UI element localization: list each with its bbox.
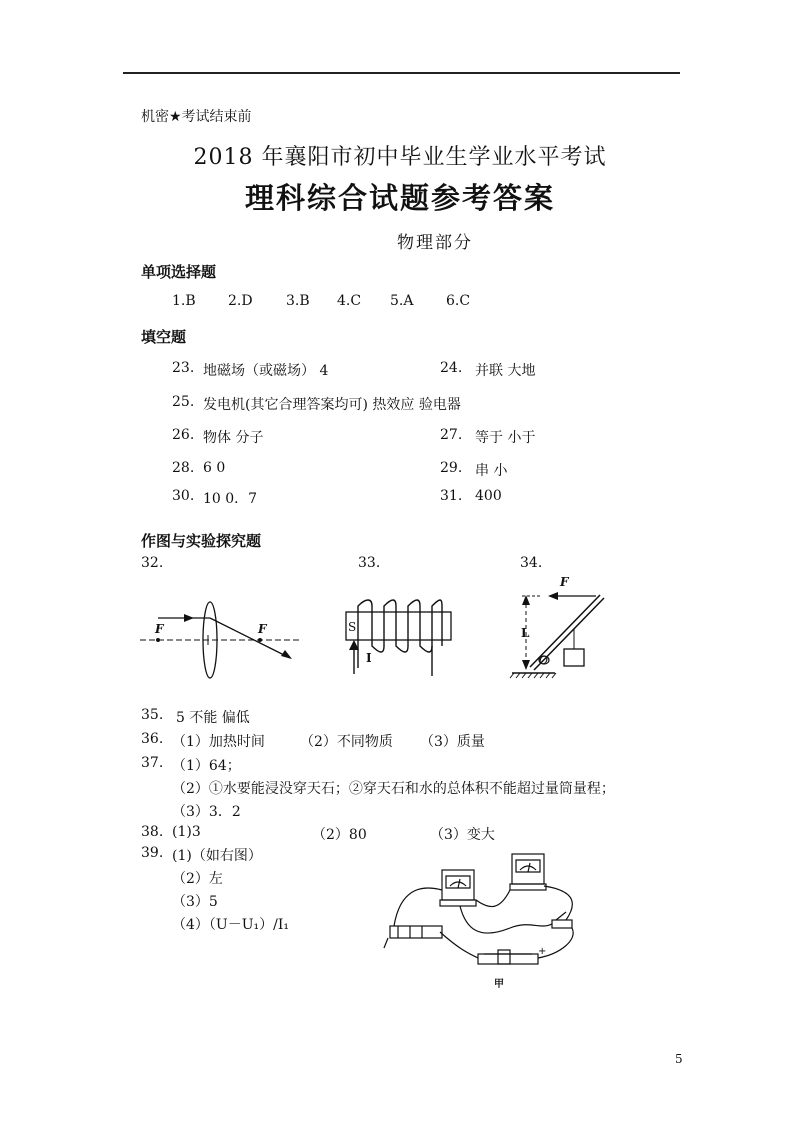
single-choice-heading: 单项选择题: [141, 263, 217, 281]
current-label: I: [366, 651, 372, 665]
fill-answer: 等于 小于: [475, 430, 536, 446]
choice-answer: 4.C: [337, 293, 362, 309]
fill-num: 27.: [440, 427, 463, 443]
answer-key-title: 理科综合试题参考答案: [244, 181, 555, 215]
figure-number: 32.: [141, 555, 164, 571]
q38-part: （3）变大: [430, 827, 495, 843]
choice-answer: 6.C: [446, 293, 471, 309]
subject-subtitle: 物理部分: [397, 233, 473, 253]
force-label: F: [560, 575, 569, 589]
fill-in-heading: 填空题: [141, 328, 187, 346]
fill-answer: 地磁场（或磁场） 4: [203, 363, 329, 379]
focus-label: F: [258, 622, 267, 636]
experiment-heading: 作图与实验探究题: [141, 532, 262, 550]
q37-line: （2）①水要能浸没穿天石；②穿天石和水的总体积不能超过量筒量程；: [172, 781, 615, 797]
length-label: L: [521, 626, 530, 640]
fill-num: 29.: [440, 460, 463, 476]
confidential-label: 机密★考试结束前: [141, 109, 252, 125]
question-number: 39.: [141, 845, 164, 861]
figure-number: 33.: [358, 555, 381, 571]
fill-num: 23.: [172, 360, 195, 376]
exam-title: 2018 年襄阳市初中毕业生学业水平考试: [193, 145, 607, 170]
q39-line: (1)（如右图）: [172, 848, 262, 864]
fill-answer: 串 小: [475, 463, 508, 479]
top-rule: [123, 72, 680, 74]
choice-answer: 5.A: [390, 293, 414, 309]
question-number: 35.: [141, 707, 164, 723]
q39-formula: （4）（U－U₁）/I₁: [172, 917, 289, 933]
q38-part: （2）80: [312, 827, 367, 843]
q36-part: （3）质量: [420, 734, 485, 750]
fill-answer: 发电机(其它合理答案均可) 热效应 验电器: [203, 397, 461, 413]
q36-part: （1）加热时间: [172, 734, 265, 750]
q35-answer: 5 不能 偏低: [176, 710, 250, 726]
q37-line: （1）64；: [172, 758, 241, 774]
solenoid-diagram: [338, 598, 458, 676]
q39-line: （3）5: [172, 894, 218, 910]
question-number: 37.: [141, 755, 164, 771]
pivot-label: O: [539, 654, 549, 667]
fill-num: 24.: [440, 360, 463, 376]
figure-number: 34.: [520, 555, 543, 571]
fill-num: 28.: [172, 460, 195, 476]
q36-part: （2）不同物质: [300, 734, 393, 750]
circuit-caption: 甲: [494, 979, 504, 990]
fill-answer: 物体 分子: [203, 430, 264, 446]
question-number: 38.: [141, 824, 164, 840]
page-number: 5: [675, 1052, 683, 1066]
fill-num: 31.: [440, 488, 463, 504]
fill-num: 25.: [172, 394, 195, 410]
fill-num: 30.: [172, 488, 195, 504]
fill-num: 26.: [172, 427, 195, 443]
q38-part: (1)3: [172, 824, 201, 840]
q37-line: （3）3．2: [172, 804, 241, 820]
svg-text:+: +: [538, 946, 547, 957]
fill-answer: 并联 大地: [475, 363, 536, 379]
question-number: 36.: [141, 731, 164, 747]
circuit-diagram: [380, 850, 595, 975]
fill-answer: 400: [475, 488, 502, 504]
choice-answer: 3.B: [286, 293, 310, 309]
q39-line: （2）左: [172, 871, 223, 887]
lens-diagram: [140, 595, 310, 675]
pole-label: S: [348, 620, 357, 634]
fill-answer: 6 0: [203, 460, 226, 476]
choice-answer: 2.D: [228, 293, 253, 309]
fill-answer: 10 0．7: [203, 491, 258, 507]
choice-answer: 1.B: [172, 293, 196, 309]
focus-label: F: [155, 622, 164, 636]
